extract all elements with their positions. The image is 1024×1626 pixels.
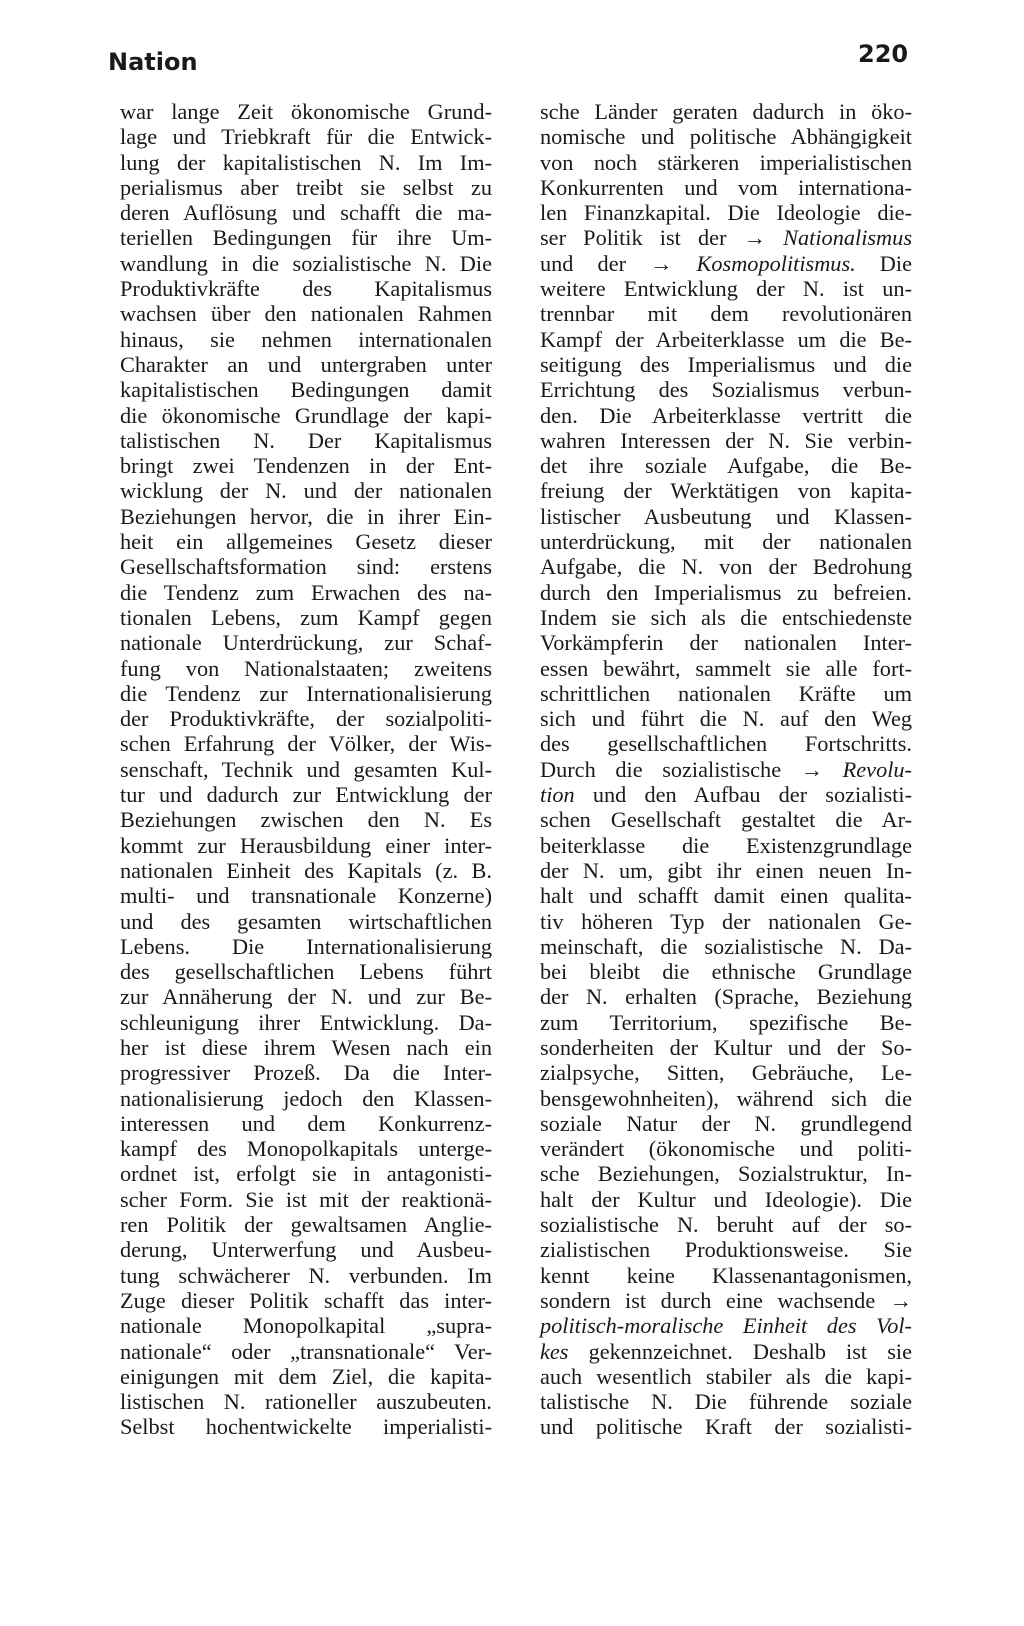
right-text-column <box>540 99 912 1440</box>
text-line: kommt zur Herausbildung einer inter- <box>120 832 492 858</box>
text-line: det ihre soziale Aufgabe, die Be- <box>540 453 912 479</box>
text-line: und der → Kosmopolitismus. Die <box>540 250 912 276</box>
left-text-column <box>120 99 492 1440</box>
cross-reference-term: tion <box>540 782 575 808</box>
text-line: schrittlichen nationalen Kräfte um <box>540 680 912 706</box>
text-line: Errichtung des Sozialismus verbun- <box>540 377 912 403</box>
text-line: wandlung in die sozialistische N. Die <box>120 250 492 276</box>
text-line: nationale Unterdrückung, zur Schaf- <box>120 630 492 656</box>
text-line: Lebens. Die Internationalisierung <box>120 933 492 959</box>
cross-reference-term: Revolu- <box>842 756 912 782</box>
text-line: schleunigung ihrer Entwicklung. Da- <box>120 1009 492 1035</box>
text-line: zialpsyche, Sitten, Gebräuche, Le- <box>540 1060 912 1086</box>
text-line: und politische Kraft der sozialisti- <box>540 1414 912 1440</box>
text-line: kampf des Monopolkapitals unterge- <box>120 1136 492 1162</box>
text-line: nationale“ oder „transnationale“ Ver- <box>120 1338 492 1364</box>
text-line: her ist diese ihrem Wesen nach ein <box>120 1034 492 1060</box>
text-line: des gesellschaftlichen Lebens führt <box>120 959 492 985</box>
text-line: Konkurrenten und vom internationa- <box>540 174 912 200</box>
text-line: Durch die sozialistische → Revolu- <box>540 756 912 782</box>
text-line: Beziehungen zwischen den N. Es <box>120 807 492 833</box>
text-line: tung schwächerer N. verbunden. Im <box>120 1262 492 1288</box>
text-line: sozialistische N. beruht auf der so- <box>540 1212 912 1238</box>
text-line: die Tendenz zur Internationalisierung <box>120 680 492 706</box>
text-line: lage und Triebkraft für die Entwick- <box>120 124 492 150</box>
text-line: interessen und dem Konkurrenz- <box>120 1110 492 1136</box>
text-line: tur und dadurch zur Entwicklung der <box>120 782 492 808</box>
text-line: ren Politik der gewaltsamen Anglie- <box>120 1212 492 1238</box>
text-line: seitigung des Imperialismus und die <box>540 351 912 377</box>
text-line: multi- und transnationale Konzerne) <box>120 883 492 909</box>
text-line: des gesellschaftlichen Fortschritts. <box>540 731 912 757</box>
text-line: scher Form. Sie ist mit der reaktionä- <box>120 1186 492 1212</box>
text-line: listischer Ausbeutung und Klassen- <box>540 503 912 529</box>
text-line: ser Politik ist der → Nationalismus <box>540 225 912 251</box>
text-line: fung von Nationalstaaten; zweitens <box>120 655 492 681</box>
text-line: auch wesentlich stabiler als die kapi- <box>540 1363 912 1389</box>
text-line: Charakter an und untergraben unter <box>120 351 492 377</box>
text-line: sondern ist durch eine wachsende → <box>540 1287 912 1313</box>
text-line: heit ein allgemeines Gesetz dieser <box>120 529 492 555</box>
text-line: kennt keine Klassenantagonismen, <box>540 1262 912 1288</box>
text-line: beiterklasse die Existenzgrundlage <box>540 832 912 858</box>
text-line: nationalisierung jedoch den Klassen- <box>120 1085 492 1111</box>
text-line: der N. um, gibt ihr einen neuen In- <box>540 857 912 883</box>
text-line: zum Territorium, spezifische Be- <box>540 1009 912 1035</box>
text-line: war lange Zeit ökonomische Grund- <box>120 99 492 124</box>
text-line: talistischen N. Der Kapitalismus <box>120 427 492 453</box>
text-line: sich und führt die N. auf den Weg <box>540 706 912 732</box>
text-line: sonderheiten der Kultur und der So- <box>540 1034 912 1060</box>
cross-reference-term: Kosmopolitismus. <box>696 250 856 276</box>
text-line: unterdrückung, mit der nationalen <box>540 529 912 555</box>
text-line: senschaft, Technik und gesamten Kul- <box>120 756 492 782</box>
text-line: zur Annäherung der N. und zur Be- <box>120 984 492 1010</box>
text-line: halt der Kultur und Ideologie). Die <box>540 1186 912 1212</box>
cross-reference-term: kes <box>540 1338 569 1364</box>
text-line: tion und den Aufbau der sozialisti- <box>540 782 912 808</box>
text-line: teriellen Bedingungen für ihre Um- <box>120 225 492 251</box>
text-line: derung, Unterwerfung und Ausbeu- <box>120 1237 492 1263</box>
text-line: bei bleibt die ethnische Grundlage <box>540 959 912 985</box>
text-line: bensgewohnheiten), während sich die <box>540 1085 912 1111</box>
text-line <box>540 1313 912 1338</box>
text-line: kapitalistischen Bedingungen damit <box>120 377 492 403</box>
text-line: nationalen Einheit des Kapitals (z. B. <box>120 857 492 883</box>
text-line: weitere Entwicklung der N. ist un- <box>540 276 912 302</box>
text-line: kes gekennzeichnet. Deshalb ist sie <box>540 1338 912 1364</box>
text-line: freiung der Werktätigen von kapita- <box>540 478 912 504</box>
text-line: schen Erfahrung der Völker, der Wis- <box>120 731 492 757</box>
text-line: wahren Interessen der N. Sie verbin- <box>540 427 912 453</box>
cross-reference-term: politisch-moralische Einheit des Vol- <box>540 1313 912 1339</box>
text-line: wachsen über den nationalen Rahmen <box>120 301 492 327</box>
text-line: soziale Natur der N. grundlegend <box>540 1110 912 1136</box>
text-line: sche Länder geraten dadurch in öko- <box>540 99 912 124</box>
page-header-title: Nation <box>108 48 198 76</box>
text-line: ordnet ist, erfolgt sie in antagonisti- <box>120 1161 492 1187</box>
text-line: perialismus aber treibt sie selbst zu <box>120 174 492 200</box>
text-line: nationale Monopolkapital „supra- <box>120 1313 492 1339</box>
text-line: hinaus, sie nehmen internationalen <box>120 326 492 352</box>
cross-reference-term: Nationalismus <box>783 225 912 251</box>
text-line: Indem sie sich als die entschiedenste <box>540 604 912 630</box>
text-line: wicklung der N. und der nationalen <box>120 478 492 504</box>
text-line: trennbar mit dem revolutionären <box>540 301 912 327</box>
page-number: 220 <box>858 40 909 68</box>
text-line: sche Beziehungen, Sozialstruktur, In- <box>540 1161 912 1187</box>
text-line: Produktivkräfte des Kapitalismus <box>120 276 492 302</box>
text-line: deren Auflösung und schafft die ma- <box>120 200 492 226</box>
text-line: Beziehungen hervor, die in ihrer Ein- <box>120 503 492 529</box>
text-line: Vorkämpferin der nationalen Inter- <box>540 630 912 656</box>
text-line: bringt zwei Tendenzen in der Ent- <box>120 453 492 479</box>
text-line: listischen N. rationeller auszubeuten. <box>120 1389 492 1415</box>
text-line: die Tendenz zum Erwachen des na- <box>120 579 492 605</box>
text-line: einigungen mit dem Ziel, die kapita- <box>120 1363 492 1389</box>
text-line: talistische N. Die führende soziale <box>540 1389 912 1415</box>
text-line: die ökonomische Grundlage der kapi- <box>120 402 492 428</box>
text-line: der Produktivkräfte, der sozialpoliti- <box>120 706 492 732</box>
text-line: Aufgabe, die N. von der Bedrohung <box>540 554 912 580</box>
text-line: halt und schafft damit einen qualita- <box>540 883 912 909</box>
text-line: der N. erhalten (Sprache, Beziehung <box>540 984 912 1010</box>
text-line: essen bewährt, sammelt sie alle fort- <box>540 655 912 681</box>
text-line: lung der kapitalistischen N. Im Im- <box>120 149 492 175</box>
text-line: Zuge dieser Politik schafft das inter- <box>120 1287 492 1313</box>
text-line: und des gesamten wirtschaftlichen <box>120 908 492 934</box>
text-line: progressiver Prozeß. Da die Inter- <box>120 1060 492 1086</box>
text-line: tionalen Lebens, zum Kampf gegen <box>120 604 492 630</box>
text-line: den. Die Arbeiterklasse vertritt die <box>540 402 912 428</box>
text-line: Gesellschaftsformation sind: erstens <box>120 554 492 580</box>
text-line: meinschaft, die sozialistische N. Da- <box>540 933 912 959</box>
text-line: verändert (ökonomische und politi- <box>540 1136 912 1162</box>
text-line: Kampf der Arbeiterklasse um die Be- <box>540 326 912 352</box>
text-line: Selbst hochentwickelte imperialisti- <box>120 1414 492 1440</box>
text-line: nomische und politische Abhängigkeit <box>540 124 912 150</box>
text-line: tiv höheren Typ der nationalen Ge- <box>540 908 912 934</box>
text-line: schen Gesellschaft gestaltet die Ar- <box>540 807 912 833</box>
text-line: zialistischen Produktionsweise. Sie <box>540 1237 912 1263</box>
text-line: len Finanzkapital. Die Ideologie die- <box>540 200 912 226</box>
text-line: durch den Imperialismus zu befreien. <box>540 579 912 605</box>
text-line: von noch stärkeren imperialistischen <box>540 149 912 175</box>
